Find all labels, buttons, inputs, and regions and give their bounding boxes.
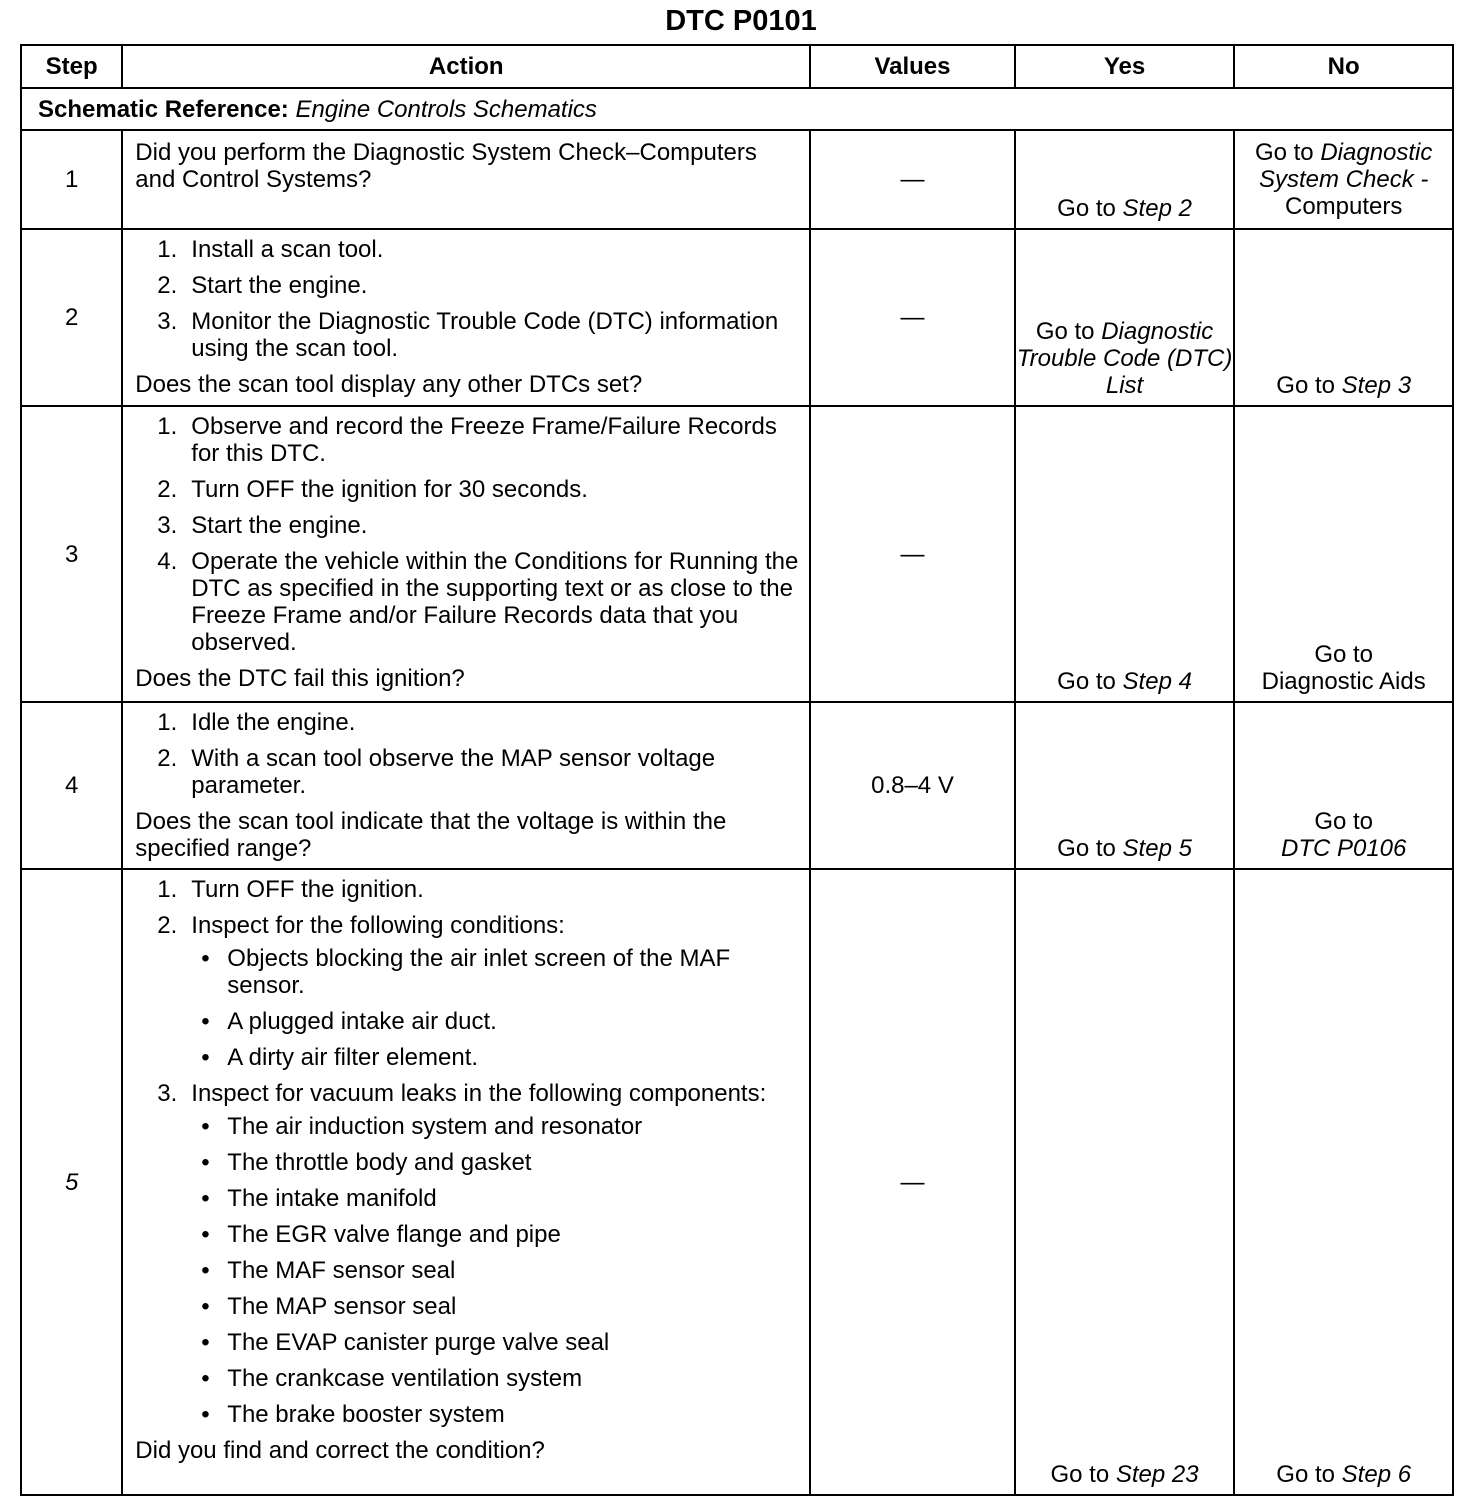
values-cell: — bbox=[810, 406, 1015, 702]
action-step-item: 2. Turn OFF the ignition for 30 seconds. bbox=[157, 476, 588, 503]
yes-cell bbox=[1015, 229, 1235, 406]
go-to-label: Go to bbox=[1276, 1461, 1335, 1488]
schematic-reference-link[interactable]: Engine Controls Schematics bbox=[295, 95, 597, 123]
go-to-label: Go to bbox=[1057, 835, 1116, 862]
header-no: No bbox=[1234, 45, 1453, 88]
action-question: Does the scan tool display any other DTCs set? bbox=[135, 371, 643, 398]
action-question: Did you perform the Diagnostic System Check–Computers and Control Systems? bbox=[135, 139, 757, 193]
no-target-link[interactable]: Step 3 bbox=[1341, 372, 1412, 399]
no-target-link[interactable]: Step 6 bbox=[1341, 1461, 1412, 1488]
go-to-label: Go to bbox=[1057, 195, 1116, 222]
list-item: • Objects blocking the air inlet screen of the MAF sensor. bbox=[191, 945, 801, 999]
yes-target-link[interactable]: Step 4 bbox=[1122, 668, 1192, 695]
list-item: • The EGR valve flange and pipe bbox=[191, 1221, 801, 1248]
values-cell: — bbox=[810, 229, 1015, 406]
no-target-extra: Computers bbox=[1284, 193, 1403, 220]
action-steps bbox=[135, 413, 801, 656]
yes-target-link[interactable]: Diagnostic Trouble Code (DTC) List bbox=[1016, 318, 1233, 399]
list-item: • The throttle body and gasket bbox=[191, 1149, 801, 1176]
action-step-item: 3. Inspect for vacuum leaks in the following components: • The air induction system and resonator • The throttle body and gasket • The intake manifold • The EGR valve flange and pipe • The MAF sensor seal • The MAP sensor seal • The EVAP canister purge valve seal • The crankcase ventilation system • The brake booster system bbox=[135, 1080, 801, 1428]
yes-cell bbox=[1015, 702, 1235, 869]
action-step-item: 3. Start the engine. bbox=[157, 512, 368, 539]
go-to-label: Go to bbox=[1314, 641, 1374, 668]
action-steps bbox=[135, 709, 801, 799]
action-step-item: 2. Start the engine. bbox=[157, 272, 368, 299]
go-to-label: Go to bbox=[1254, 139, 1314, 166]
schematic-reference-row bbox=[21, 88, 1453, 130]
header-yes: Yes bbox=[1015, 45, 1235, 88]
action-step-item: 4. Operate the vehicle within the Conditions for Running the DTC as specified in the supporting text or as close to the Freeze Frame and/or Failure Records data that you observed. bbox=[157, 548, 799, 656]
go-to-label: Go to bbox=[1276, 372, 1335, 399]
list-item: • A plugged intake air duct. bbox=[191, 1008, 801, 1035]
action-step-item: 1. Idle the engine. bbox=[157, 709, 356, 736]
action-cell bbox=[122, 229, 810, 406]
table-row bbox=[21, 702, 1453, 869]
action-cell bbox=[122, 869, 810, 1495]
yes-target-link[interactable]: Step 2 bbox=[1122, 195, 1192, 222]
list-item: • The intake manifold bbox=[191, 1185, 801, 1212]
yes-cell bbox=[1015, 130, 1235, 229]
header-values: Values bbox=[810, 45, 1015, 88]
action-step-item: 1. Turn OFF the ignition. bbox=[157, 876, 424, 903]
go-to-label: Go to bbox=[1050, 1461, 1110, 1488]
yes-target-link[interactable]: Step 23 bbox=[1115, 1461, 1199, 1488]
step-number: 3 bbox=[21, 406, 122, 702]
no-cell bbox=[1234, 702, 1453, 869]
step-number: 2 bbox=[21, 229, 122, 406]
action-steps bbox=[135, 876, 801, 1428]
action-steps bbox=[135, 236, 801, 362]
values-cell: 0.8–4 V bbox=[810, 702, 1015, 869]
no-cell bbox=[1234, 229, 1453, 406]
step-number: 4 bbox=[21, 702, 122, 869]
list-item: • The MAP sensor seal bbox=[191, 1293, 801, 1320]
yes-target-link[interactable]: Step 5 bbox=[1122, 835, 1192, 862]
condition-list bbox=[191, 945, 801, 1071]
go-to-label: Go to bbox=[1035, 318, 1095, 345]
table-row bbox=[21, 229, 1453, 406]
list-item: • The crankcase ventilation system bbox=[191, 1365, 801, 1392]
go-to-label: Go to bbox=[1057, 668, 1116, 695]
no-cell bbox=[1234, 406, 1453, 702]
page-title: DTC P0101 bbox=[665, 5, 817, 37]
action-step-item: 1. Observe and record the Freeze Frame/Failure Records for this DTC. bbox=[157, 413, 777, 467]
action-cell bbox=[122, 702, 810, 869]
go-to-label: Go to bbox=[1314, 808, 1374, 835]
table-row bbox=[21, 869, 1453, 1495]
no-cell bbox=[1234, 130, 1453, 229]
list-item: • The brake booster system bbox=[191, 1401, 801, 1428]
values-cell: — bbox=[810, 869, 1015, 1495]
values-cell: — bbox=[810, 130, 1015, 229]
table-row bbox=[21, 406, 1453, 702]
action-step-item: 3. Monitor the Diagnostic Trouble Code (DTC) information using the scan tool. bbox=[157, 308, 779, 362]
list-item: • The EVAP canister purge valve seal bbox=[191, 1329, 801, 1356]
no-target-link[interactable]: DTC P0106 bbox=[1280, 835, 1407, 862]
action-question: Does the scan tool indicate that the voltage is within the specified range? bbox=[135, 808, 727, 862]
list-item: • The air induction system and resonator bbox=[191, 1113, 801, 1140]
schematic-reference-label: Schematic Reference: bbox=[38, 95, 289, 123]
table-header-row bbox=[21, 45, 1453, 88]
action-step-item: 1. Install a scan tool. bbox=[157, 236, 384, 263]
list-item: • The MAF sensor seal bbox=[191, 1257, 801, 1284]
step-number: 1 bbox=[21, 130, 122, 229]
list-item: • A dirty air filter element. bbox=[191, 1044, 801, 1071]
schematic-reference bbox=[21, 88, 1453, 130]
table-row bbox=[21, 130, 1453, 229]
action-question: Does the DTC fail this ignition? bbox=[135, 665, 465, 692]
diagnostic-table bbox=[20, 44, 1454, 1496]
header-action: Action bbox=[122, 45, 810, 88]
component-list bbox=[191, 1113, 801, 1428]
no-cell bbox=[1234, 869, 1453, 1495]
action-step-item: 2. Inspect for the following conditions: • Objects blocking the air inlet screen of the MAF sensor. • A plugged intake air duct. • A dirty air filter element. bbox=[135, 912, 801, 1071]
action-step-item: 2. With a scan tool observe the MAP sensor voltage parameter. bbox=[157, 745, 716, 799]
step-number: 5 bbox=[21, 869, 122, 1495]
header-step: Step bbox=[21, 45, 122, 88]
action-question: Did you find and correct the condition? bbox=[135, 1437, 545, 1464]
action-cell bbox=[122, 130, 810, 229]
yes-cell bbox=[1015, 406, 1235, 702]
action-cell bbox=[122, 406, 810, 702]
no-target-link[interactable]: Diagnostic System Check - bbox=[1258, 139, 1433, 193]
yes-cell bbox=[1015, 869, 1235, 1495]
no-target-link[interactable]: Diagnostic Aids bbox=[1261, 668, 1426, 695]
